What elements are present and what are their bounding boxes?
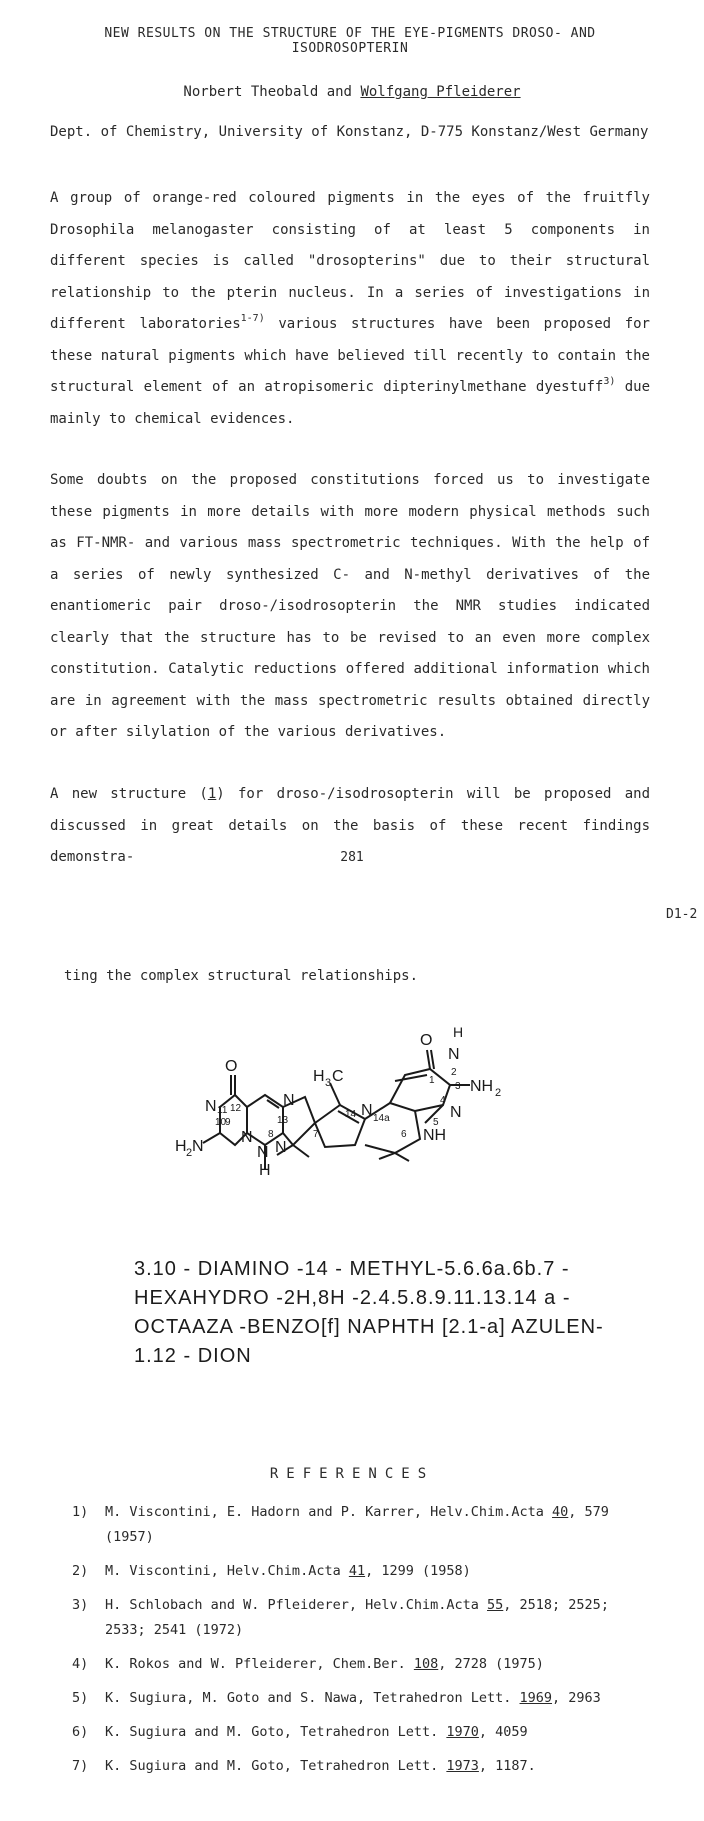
svg-text:N: N [283, 1092, 295, 1109]
svg-text:5: 5 [433, 1117, 439, 1128]
reference-item: 5) K. Sugiura, M. Goto and S. Nawa, Tetrahedron Lett. 1969, 2963 [72, 1690, 601, 1706]
svg-text:N: N [275, 1139, 287, 1156]
reference-item: 1) M. Viscontini, E. Hadorn and P. Karrer, Helv.Chim.Acta 40, 579 (1957) [72, 1504, 609, 1545]
svg-text:10: 10 [215, 1117, 227, 1128]
references-list [72, 1500, 652, 1788]
svg-text:2: 2 [186, 1147, 193, 1159]
p1-text-a: A group of orange-red coloured pigments in the eyes of the fruitfly Drosophila melanogaster consisting of at least 5 components in different species is called "drosopterins" due to their structural relationship to the pterin nucleus. In a series of investigations in different laboratories [50, 190, 650, 332]
reference-item: 7) K. Sugiura and M. Goto, Tetrahedron Lett. 1973, 1187. [72, 1758, 536, 1774]
compound-name [134, 1255, 604, 1371]
svg-text:N: N [361, 1102, 373, 1119]
svg-text:H: H [453, 1024, 464, 1040]
author-conjunction: and [326, 84, 352, 100]
p2-text: Some doubts on the proposed constitutions forced us to investigate these pigments in more details with more modern physical methods such as FT-NMR- and various mass spectrometric techniques. With the help of a series of newly synthesized C- and N-methyl derivatives of the enantiomeric pair droso-/isodrosopterin the NMR studies indicated clearly that the structure has to be revised to an even more complex constitution. Catalytic reductions offered additional information which are in agreement with the mass spectrometric results obtained directly or after silylation of the various derivatives. [50, 472, 650, 740]
svg-text:N: N [257, 1144, 269, 1161]
svg-text:12: 12 [230, 1103, 242, 1114]
page-number: 281 [340, 850, 364, 865]
compound-name-line: 1.12 - DION [134, 1345, 252, 1367]
svg-text:4: 4 [440, 1095, 446, 1106]
continuation-text: ting the complex structural relationships. [64, 968, 419, 984]
svg-text:8: 8 [268, 1129, 274, 1140]
svg-text:H: H [313, 1068, 325, 1085]
paragraph-1 [50, 183, 650, 435]
p3-text-a: A new structure ( [50, 786, 208, 802]
svg-text:NH: NH [423, 1127, 447, 1144]
p1-text-b: various structures have been proposed for these natural pigments which have believed till recently to contain the structural element of an atropisomeric dipterinylmethane dyestuff [50, 316, 650, 395]
p1-citation-1: 1-7) [240, 313, 265, 324]
reference-item: 4) K. Rokos and W. Pfleiderer, Chem.Ber. 108, 2728 (1975) [72, 1656, 544, 1672]
affiliation: Dept. of Chemistry, University of Konstanz, D-775 Konstanz/West Germany [50, 124, 649, 140]
svg-text:1: 1 [429, 1075, 435, 1086]
compound-name-line: HEXAHYDRO -2H,8H -2.4.5.8.9.11.13.14 a - [134, 1287, 571, 1309]
svg-text:N: N [205, 1098, 217, 1115]
p1-text-c: due mainly to chemical evidences. [50, 379, 650, 427]
reference-item: 6) K. Sugiura and M. Goto, Tetrahedron Lett. 1970, 4059 [72, 1724, 528, 1740]
svg-text:13: 13 [277, 1115, 289, 1126]
svg-text:N: N [241, 1129, 253, 1146]
paragraph-2 [50, 465, 650, 749]
authors [0, 84, 704, 100]
title-line-2: ISODROSOPTERIN [291, 41, 409, 56]
svg-text:C: C [332, 1068, 344, 1085]
svg-text:3: 3 [455, 1081, 461, 1092]
author-1: Norbert Theobald [183, 84, 319, 100]
author-2: Wolfgang Pfleiderer [360, 84, 521, 100]
references-heading: REFERENCES [269, 1466, 435, 1482]
svg-text:2: 2 [495, 1087, 502, 1099]
svg-text:H: H [175, 1138, 187, 1155]
svg-text:3: 3 [325, 1077, 332, 1089]
svg-text:14a: 14a [373, 1113, 390, 1124]
compound-name-line: OCTAAZA -BENZO[f] NAPHTH [2.1-a] AZULEN- [134, 1316, 604, 1338]
svg-text:O: O [420, 1032, 433, 1049]
svg-text:O: O [225, 1058, 238, 1075]
svg-text:H: H [259, 1162, 271, 1179]
svg-text:7: 7 [313, 1129, 319, 1140]
title-line-1: NEW RESULTS ON THE STRUCTURE OF THE EYE-PIGMENTS DROSO- AND [104, 26, 596, 41]
p1-citation-2: 3) [603, 376, 616, 387]
svg-text:N: N [450, 1104, 462, 1121]
paper-title [40, 26, 660, 56]
svg-text:14: 14 [345, 1109, 357, 1120]
svg-text:N: N [192, 1138, 204, 1155]
structure-drawing [165, 1024, 525, 1195]
compound-name-line: 3.10 - DIAMINO -14 - METHYL-5.6.6a.6b.7 - [134, 1258, 570, 1280]
reference-item: 2) M. Viscontini, Helv.Chim.Acta 41, 1299 (1958) [72, 1563, 471, 1579]
svg-text:6: 6 [401, 1129, 407, 1140]
svg-text:9: 9 [225, 1117, 231, 1128]
svg-text:NH: NH [470, 1078, 494, 1095]
svg-text:N: N [448, 1046, 460, 1063]
svg-text:11: 11 [217, 1105, 228, 1116]
p3-text-b: ) for droso-/isodrosopterin will be proposed and discussed in great details on the basis of these recent findings demonstra- [50, 786, 651, 865]
structure-number: 1 [207, 786, 217, 802]
page-id: D1-2 [666, 907, 698, 922]
chemical-structure [165, 1024, 525, 1199]
svg-text:2: 2 [451, 1067, 457, 1078]
reference-item: 3) H. Schlobach and W. Pfleiderer, Helv.Chim.Acta 55, 2518; 2525; 2533; 2541 (1972) [72, 1597, 609, 1638]
